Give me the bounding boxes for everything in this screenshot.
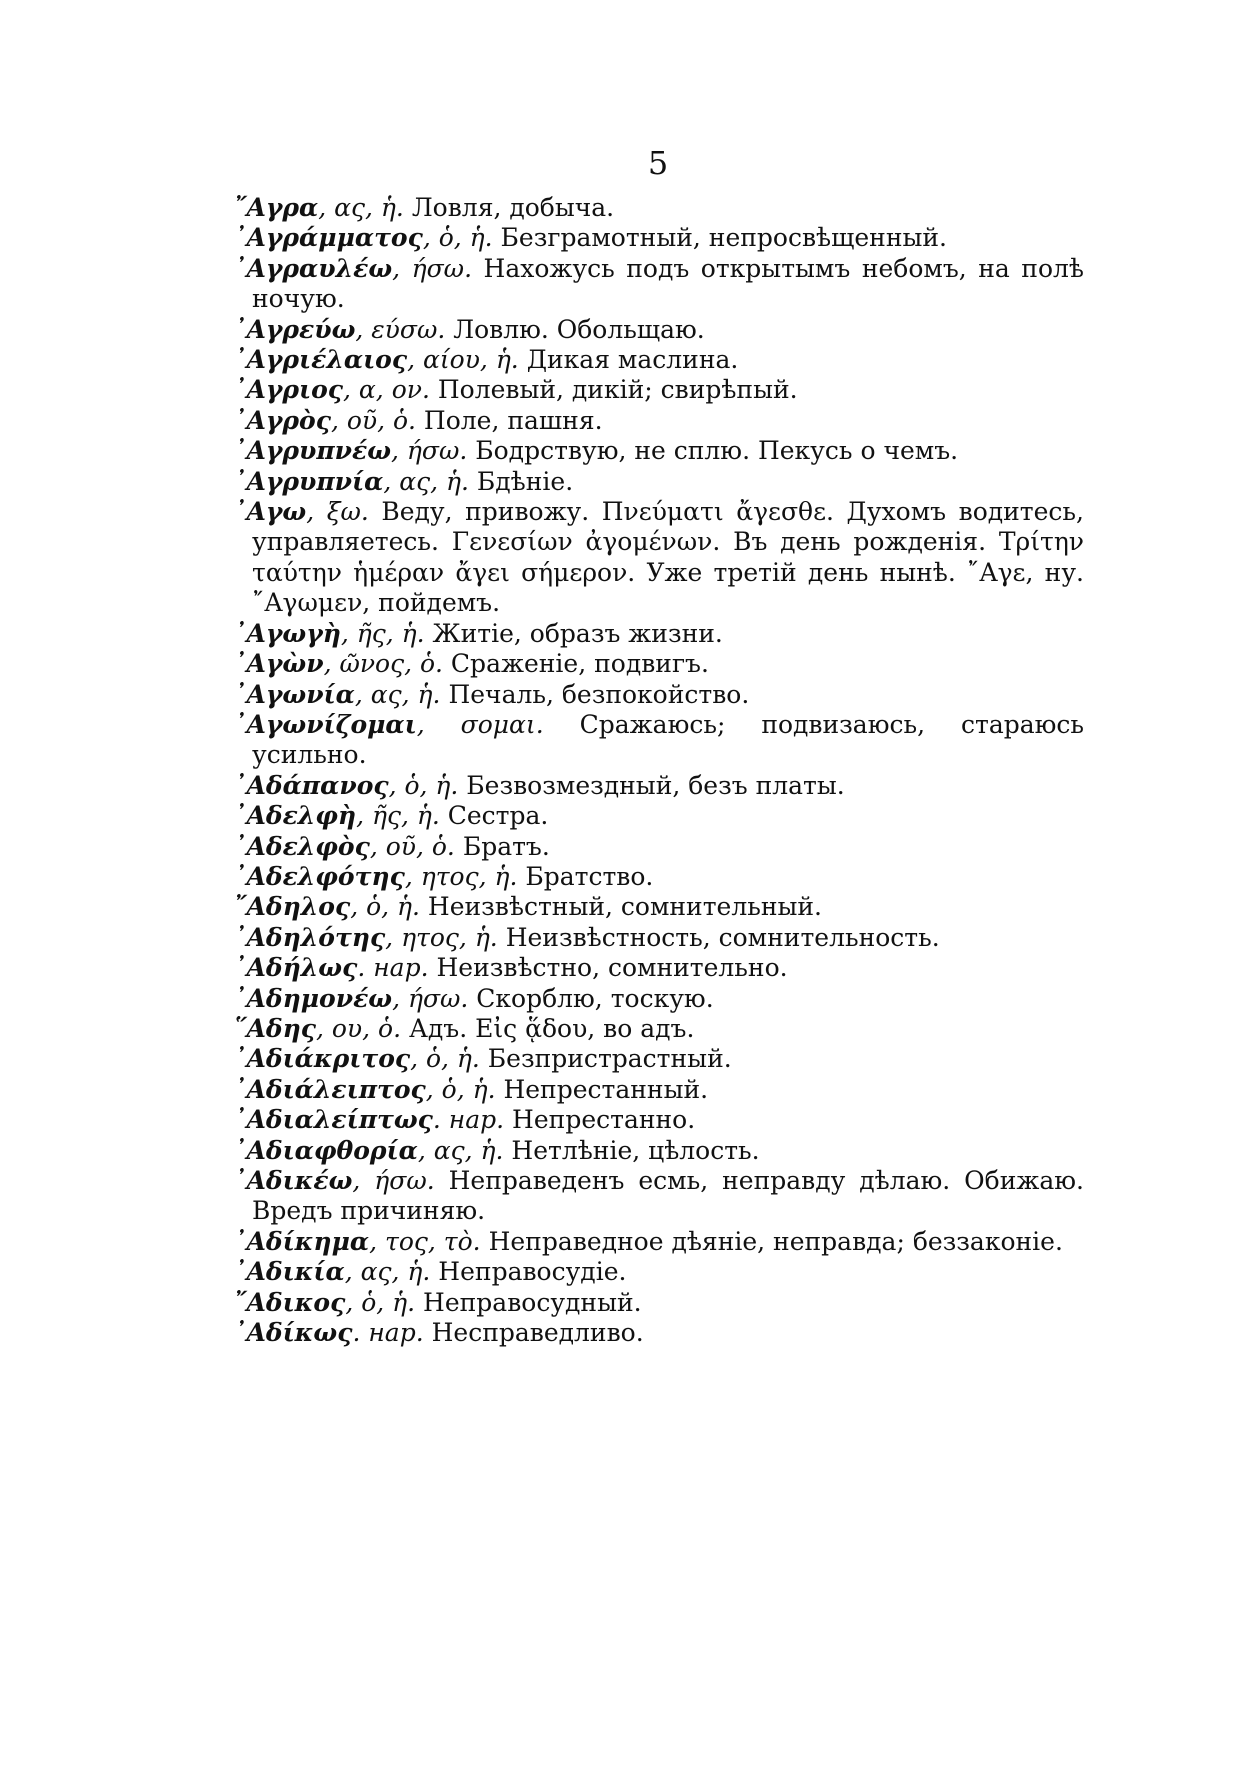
dictionary-entry (234, 345, 1084, 375)
entry-grammar: , ήσω. (392, 983, 469, 1013)
entry-headword: ῞Αδης (234, 1013, 316, 1043)
entry-grammar: , οῦ, ὁ. (330, 405, 416, 435)
dictionary-entry (234, 1257, 1084, 1287)
entry-definition: Сестра. (439, 801, 549, 831)
entry-headword: ᾿Αγράμματος (234, 223, 423, 253)
entry-grammar: , ου, ὁ. (315, 1013, 402, 1043)
entry-headword: ᾿Αδικέω (234, 1166, 353, 1195)
entry-grammar: , ὁ, ἡ. (345, 1287, 416, 1317)
entry-headword: ᾿Αδιαλείπτως (234, 1105, 433, 1135)
entry-definition: Ловлю. Обольщаю. (445, 314, 705, 344)
entry-headword: ᾿Αγρὸς (234, 405, 331, 435)
dictionary-entry (234, 832, 1084, 862)
dictionary-entry (234, 497, 1084, 619)
dictionary-entry (234, 1318, 1084, 1348)
entry-grammar: , ξω. (306, 497, 369, 527)
entry-grammar: , τος, τὸ. (369, 1226, 481, 1256)
entry-grammar: , ὁ, ἡ. (422, 223, 493, 253)
entry-grammar: , ας, ἡ. (318, 193, 404, 222)
entry-grammar: , ῶνος, ὁ. (323, 649, 443, 679)
entry-definition: Дикая маслина. (518, 345, 739, 375)
entry-grammar: , ας, ἡ. (383, 466, 469, 496)
entry-headword: ᾿Αδάπανος (234, 770, 389, 800)
entry-headword: ᾿Αδικία (234, 1257, 345, 1287)
entry-headword: ᾿Αδελφὴ (234, 801, 357, 831)
dictionary-entry (234, 710, 1084, 771)
entry-definition: Неправедное дѣяніе, неправда; беззаконіе. (480, 1226, 1063, 1256)
entry-definition: Братство. (517, 861, 654, 891)
entry-headword: ᾿Αγὼν (234, 649, 324, 679)
entry-headword: ᾿Αγωνίζομαι (234, 709, 417, 739)
entry-grammar: , ας, ἡ. (354, 679, 441, 709)
entry-definition: Скорблю, тоскую. (468, 983, 714, 1013)
entry-list (234, 193, 1084, 1348)
entry-definition: Веду, привожу. Πνεύματι ἄγεσθε. Духомъ водитесь, управляетесь. Γενεσίων ἀγομένων. Въ день рожденія. Τρίτην ταύτην ἡμέραν ἄγει σήμερον. Уже третій день нынѣ. ῎Αγε, ну. ῎Αγωμεν, пойдемъ. (252, 497, 1084, 618)
dictionary-entry (234, 467, 1084, 497)
entry-definition: Неизвѣстно, сомнительно. (428, 953, 788, 983)
entry-definition: Полевый, дикій; свирѣпый. (429, 375, 798, 405)
dictionary-entry (234, 223, 1084, 253)
entry-grammar: , ήσω. (352, 1166, 435, 1195)
dictionary-entry (234, 1105, 1084, 1135)
entry-grammar: , αίου, ἡ. (407, 345, 519, 375)
entry-grammar: , ητος, ἡ. (404, 861, 518, 891)
entry-grammar: , α, ον. (343, 375, 430, 405)
entry-headword: ᾿Αγρεύω (234, 314, 356, 344)
entry-headword: ᾿Αδιαφθορία (234, 1135, 418, 1165)
entry-headword: ᾿Αγριος (234, 375, 344, 405)
entry-grammar: , ὁ, ἡ. (350, 892, 420, 922)
entry-grammar: , σομαι. (416, 709, 544, 739)
entry-definition: Неизвѣстность, сомнительность. (497, 922, 940, 952)
dictionary-entry (234, 1136, 1084, 1166)
entry-grammar: , ήσω. (392, 253, 473, 283)
entry-headword: ῎Αγρα (234, 193, 319, 222)
dictionary-entry (234, 1288, 1084, 1318)
dictionary-entry (234, 1166, 1084, 1227)
dictionary-entry (234, 406, 1084, 436)
dictionary-entry (234, 254, 1084, 315)
entry-headword: ᾿Αγραυλέω (234, 253, 393, 283)
entry-headword: ᾿Αδιάλειπτος (234, 1074, 426, 1104)
entry-headword: ᾿Αδελφότης (234, 861, 405, 891)
entry-definition: Безпристрастный. (479, 1044, 732, 1074)
dictionary-entry (234, 649, 1084, 679)
dictionary-entry (234, 923, 1084, 953)
entry-headword: ᾿Αδίκημα (234, 1226, 370, 1256)
entry-definition: Нахожусь подъ открытымъ небомъ, на полѣ ночую. (252, 253, 1084, 314)
entry-grammar: , εύσω. (355, 314, 446, 344)
entry-headword: ᾿Αδελφὸς (234, 831, 370, 861)
entry-grammar: , ας, ἡ. (344, 1257, 431, 1287)
entry-grammar: , ῆς, ἡ. (340, 618, 425, 648)
entry-definition: Поле, пашня. (415, 405, 603, 435)
entry-headword: ᾿Αγωγὴ (234, 618, 341, 648)
entry-headword: ᾿Αδίκως (234, 1318, 353, 1348)
entry-grammar: . нар. (432, 1105, 505, 1135)
entry-definition: Неправосудный. (415, 1287, 642, 1317)
dictionary-entry (234, 1075, 1084, 1105)
entry-definition: Несправедливо. (423, 1318, 644, 1348)
dictionary-entry (234, 1014, 1084, 1044)
dictionary-entry (234, 1227, 1084, 1257)
entry-definition: Печаль, безпокойство. (440, 679, 750, 709)
entry-headword: ᾿Αδιάκριτος (234, 1044, 411, 1074)
dictionary-entry (234, 892, 1084, 922)
entry-headword: ᾿Αγριέλαιος (234, 345, 408, 375)
entry-definition: Братъ. (454, 831, 550, 861)
entry-headword: ᾿Αδημονέω (234, 983, 393, 1013)
entry-definition: Ловля, добыча. (403, 193, 615, 222)
entry-definition: Бдѣніе. (468, 466, 574, 496)
entry-headword: ᾿Αδηλότης (234, 922, 386, 952)
entry-definition: Безвозмездный, безъ платы. (458, 770, 845, 800)
dictionary-entry (234, 375, 1084, 405)
entry-definition: Неправосудіе. (430, 1257, 627, 1287)
dictionary-entry (234, 984, 1084, 1014)
dictionary-entry (234, 680, 1084, 710)
entry-headword: ᾿Αγρυπνέω (234, 436, 392, 466)
entry-definition: Бодрствую, не сплю. Пекусь о чемъ. (467, 436, 959, 466)
dictionary-entry (234, 1044, 1084, 1074)
entry-grammar: , ὁ, ἡ. (388, 770, 459, 800)
entry-headword: ῎Αδηλος (234, 892, 351, 922)
entry-definition: Житіе, образъ жизни. (424, 618, 723, 648)
dictionary-entry (234, 953, 1084, 983)
entry-definition: Неизвѣстный, сомнительный. (419, 892, 823, 922)
dictionary-entry (234, 771, 1084, 801)
entry-definition: Сражаюсь; подвизаюсь, стараюсь усильно. (252, 709, 1085, 770)
entry-grammar: , ὁ, ἡ. (425, 1074, 496, 1104)
dictionary-entry (234, 801, 1084, 831)
entry-grammar: , ήσω. (391, 436, 468, 466)
entry-grammar: . нар. (352, 1318, 424, 1348)
dictionary-entry (234, 862, 1084, 892)
entry-definition: Сраженіе, подвигъ. (442, 649, 709, 679)
entry-grammar: . нар. (357, 953, 429, 983)
page-number: 5 (647, 144, 669, 182)
entry-headword: ᾿Αγω (234, 497, 307, 527)
dictionary-entry (234, 193, 1084, 223)
entry-grammar: , ῆς, ἡ. (356, 801, 440, 831)
entry-definition: Непрестанный. (495, 1074, 709, 1104)
entry-headword: ᾿Αγρυπνία (234, 466, 384, 496)
entry-grammar: , οῦ, ὁ. (369, 831, 455, 861)
entry-definition: Нетлѣніе, цѣлость. (503, 1135, 760, 1165)
entry-definition: Адъ. Εἰς ᾅδου, во адъ. (401, 1013, 695, 1043)
entry-grammar: , ητος, ἡ. (385, 922, 498, 952)
entry-headword: ῎Αδικος (234, 1287, 346, 1317)
entry-grammar: , ὁ, ἡ. (410, 1044, 480, 1074)
entry-definition: Безграмотный, непросвѣщенный. (492, 223, 947, 253)
dictionary-entry (234, 436, 1084, 466)
dictionary-entry (234, 315, 1084, 345)
entry-headword: ᾿Αδήλως (234, 953, 358, 983)
entry-definition: Неправеденъ есмь, неправду дѣлаю. Обижаю. Вредъ причиняю. (252, 1166, 1084, 1226)
entry-definition: Непрестанно. (504, 1105, 696, 1135)
dictionary-entry (234, 619, 1084, 649)
entry-grammar: , ας, ἡ. (417, 1135, 504, 1165)
entry-headword: ᾿Αγωνία (234, 679, 355, 709)
